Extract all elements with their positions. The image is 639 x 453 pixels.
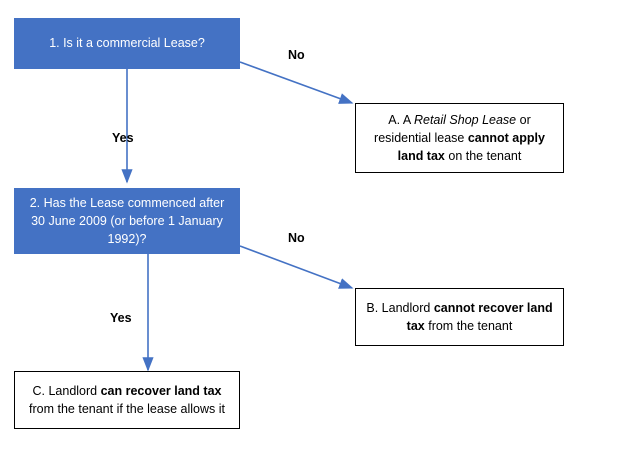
node-outcome-a-label: A. A Retail Shop Lease or residential lease cannot apply land tax on the tenant [374,112,545,164]
node-question-2 [14,188,240,254]
node-outcome-a [355,103,564,173]
edge-label-q1-no: No [288,48,305,62]
node-question-1-label: 1. Is it a commercial Lease? [49,36,205,51]
arrow-q2-to-b [240,246,352,288]
edge-label-q1-yes: Yes [112,131,134,145]
node-outcome-b-label: B. Landlord cannot recover land tax from the tenant [366,300,553,333]
edge-label-q2-no: No [288,231,305,245]
node-question-1 [14,18,240,69]
node-outcome-c [14,371,240,429]
node-outcome-b [355,288,564,346]
node-question-2-label: 2. Has the Lease commenced after 30 June 2009 (or before 1 January 1992)? [29,195,225,247]
edge-label-q2-yes: Yes [110,311,132,325]
node-outcome-c-label: C. Landlord can recover land tax from the tenant if the lease allows it [29,383,225,416]
arrow-q1-to-a [240,62,352,103]
